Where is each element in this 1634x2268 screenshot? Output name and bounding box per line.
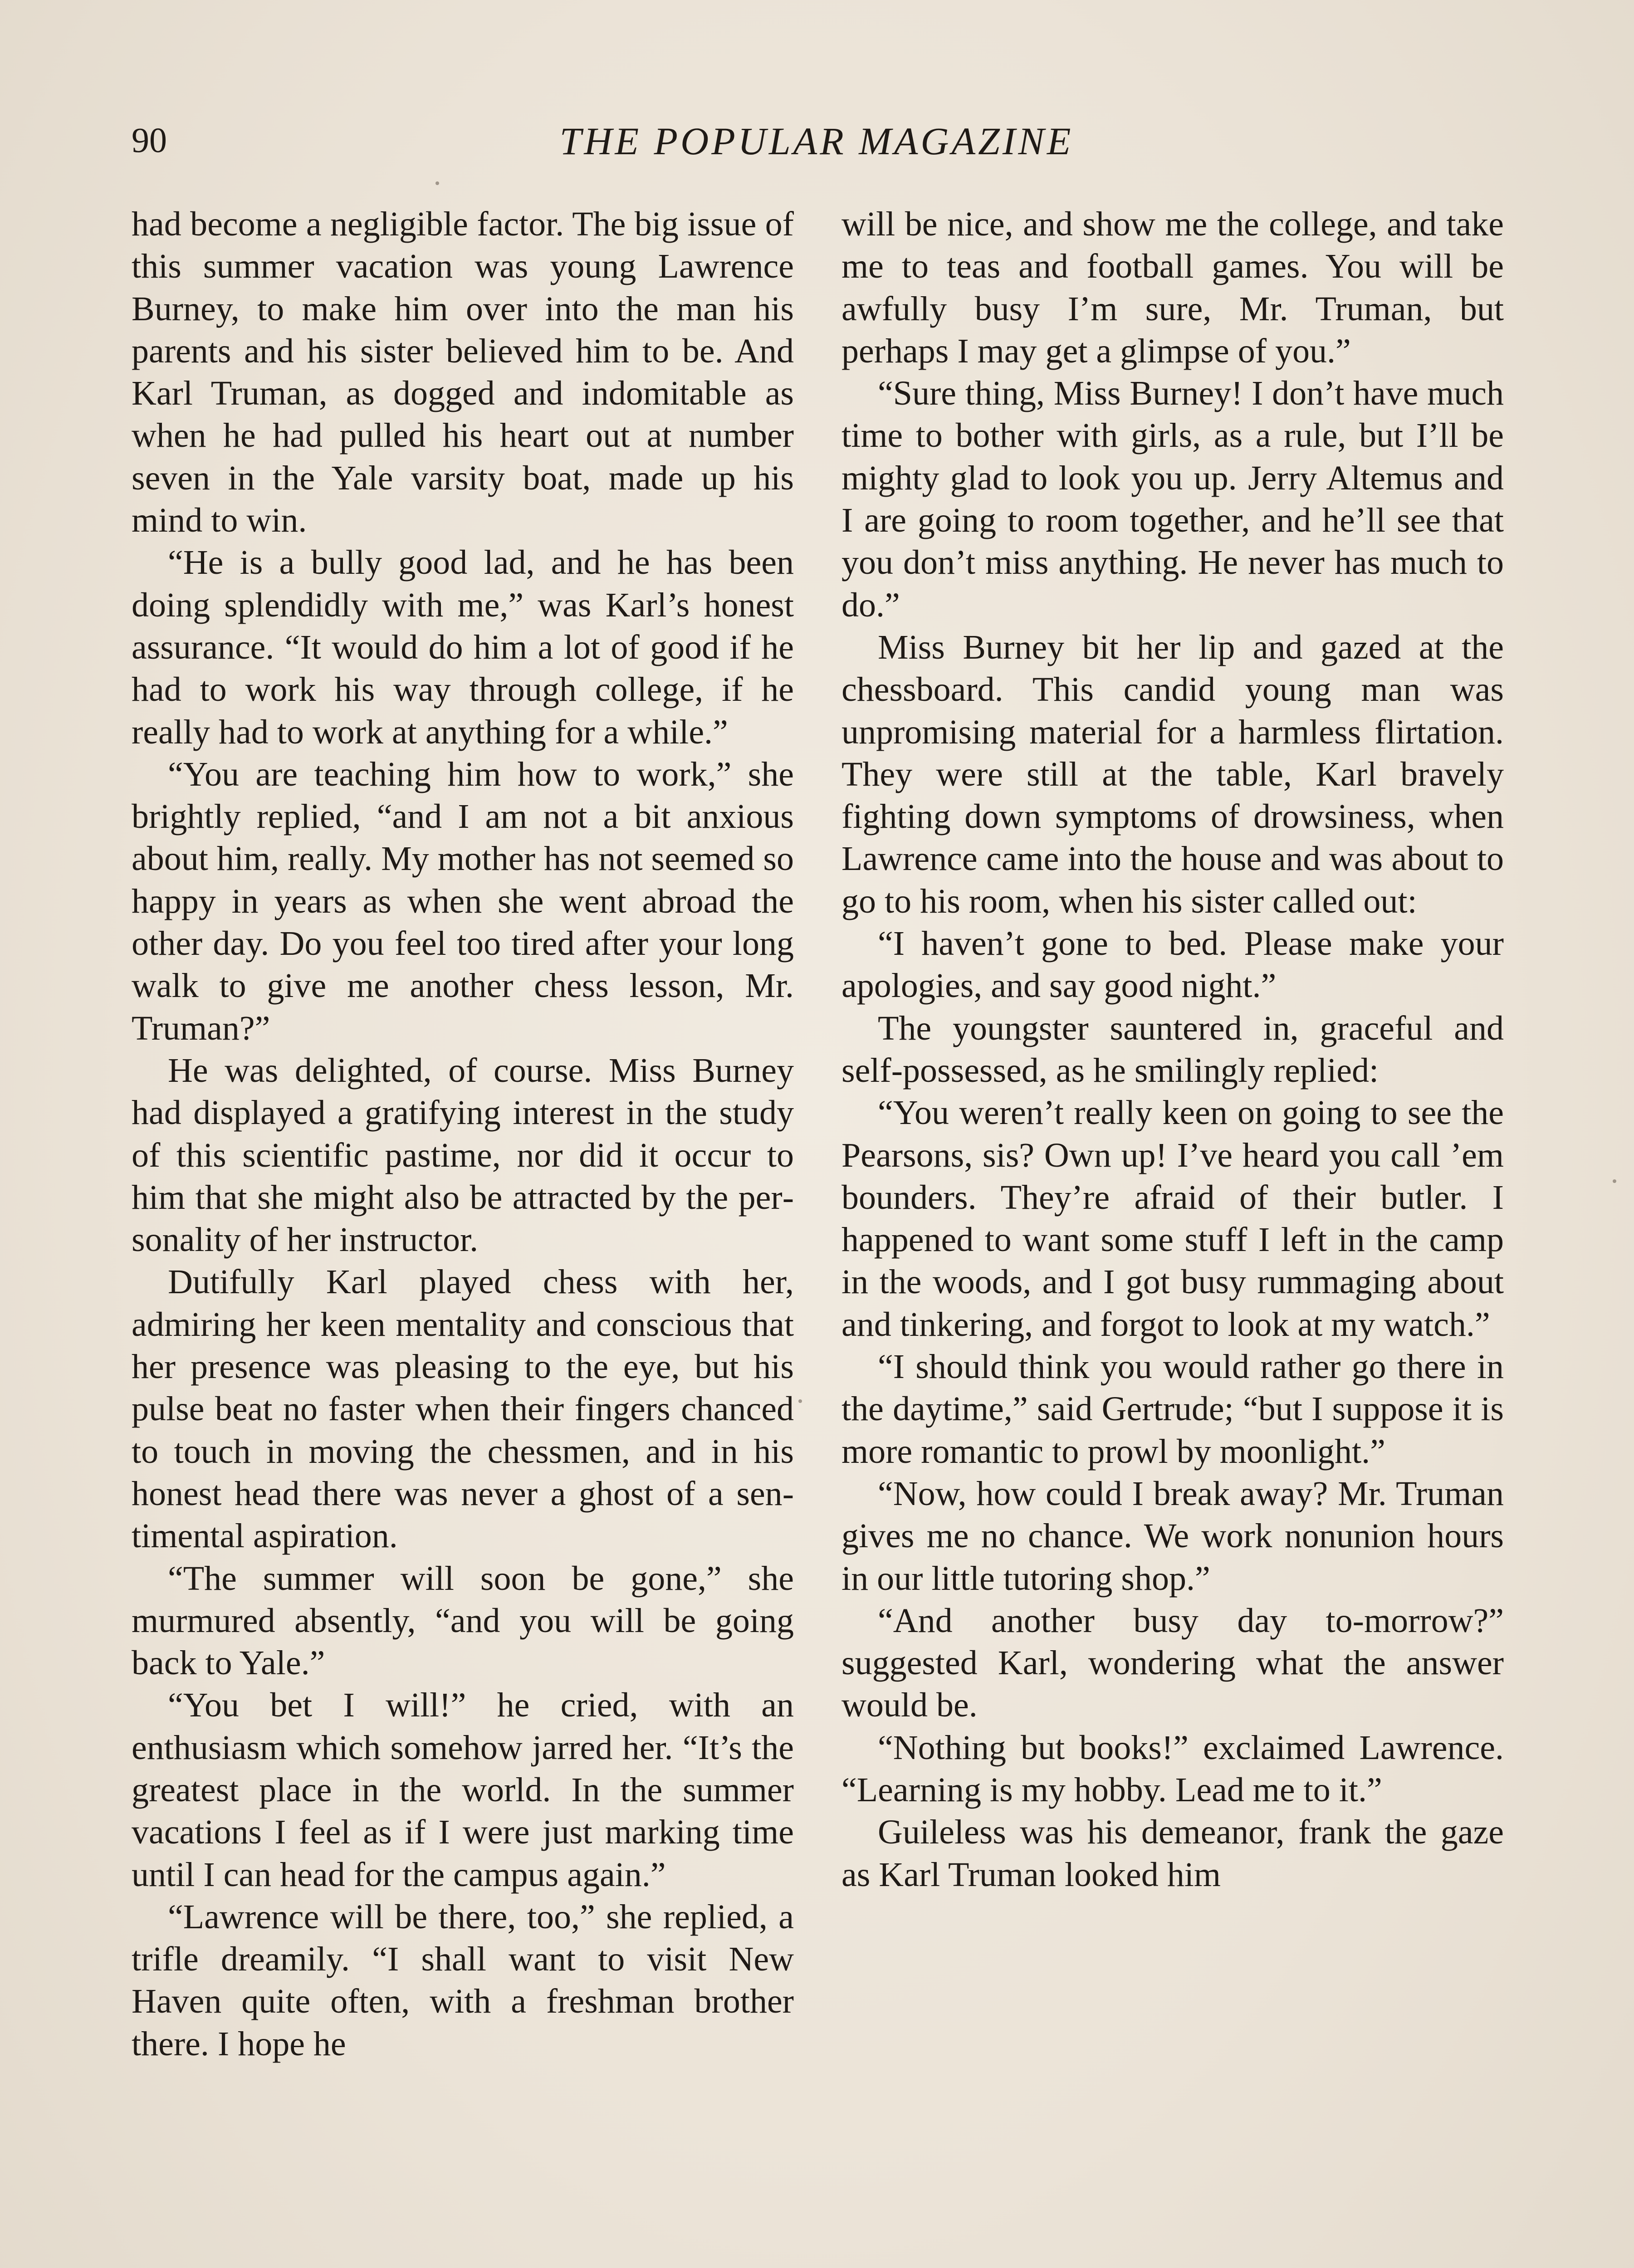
paragraph: Dutifully Karl played chess with her, admiring her keen mentality and conscious that her presence was pleasing to the eye, but his pulse beat no faster when their fingers chanced to touch in moving the chessmen, and in his honest head there was never a ghost of a sentimental aspiration. (132, 1263, 794, 1555)
paragraph: Guileless was his demeanor, frank the gaze as Karl Truman looked him (841, 1813, 1504, 1894)
paragraph: “And another busy day to-morrow?” suggested Karl, wondering what the answer would be. (841, 1601, 1504, 1725)
paragraph: “You weren’t really keen on going to see the Pearsons, sis? Own up! I’ve heard you call ’em bounders. They’re afraid of their butler. I happened to want some stuff I left in the camp in the woods, and I got busy rummaging about and tinkering, and forgot to look at my watch.” (841, 1094, 1504, 1344)
paper-speck (1613, 1179, 1616, 1183)
paragraph: “The summer will soon be gone,” she murmured absently, “and you will be going back to Yale.” (132, 1559, 794, 1682)
paragraph: He was delighted, of course. Miss Burney had displayed a gratifying interest in the study of this scientific pastime, nor did it occur to him that she might also be attracted by the personality of her instructor. (132, 1051, 794, 1259)
left-column (132, 203, 794, 2065)
running-title: THE POPULAR MAGAZINE (559, 119, 1074, 163)
paragraph: will be nice, and show me the college, and take me to teas and football games. You will be awfully busy I’m sure, Mr. Truman, but perhaps I may get a glimpse of you.” (841, 205, 1504, 370)
paragraph: “Lawrence will be there, too,” she replied, a trifle dreamily. “I shall want to visit New Haven quite often, with a freshman brother there. I hope he (132, 1897, 794, 2063)
paper-speck (798, 1399, 802, 1403)
page-header (122, 113, 1511, 172)
paragraph: “You bet I will!” he cried, with an enthusiasm which somehow jarred her. “It’s the greatest place in the world. In the summer vacations I feel as if I were just marking time until I can head for the campus again.” (132, 1686, 794, 1894)
paragraph: Miss Burney bit her lip and gazed at the chessboard. This candid young man was unpromising material for a harmless flirtation. They were still at the table, Karl bravely fighting down symptoms of drowsiness, when Lawrence came into the house and was about to go to his room, when his sister called out: (841, 628, 1504, 920)
paragraph: “He is a bully good lad, and he has been doing splendidly with me,” was Karl’s honest assurance. “It would do him a lot of good if he had to work his way through college, if he really had to work at anything for a while.” (132, 543, 794, 751)
paragraph: had become a negligible factor. The big issue of this summer vacation was young Lawrence Burney, to make him over into the man his parents and his sister believed him to be. And Karl Truman, as dogged and indomitable as when he had pulled his heart out at number seven in the Yale varsity boat, made up his mind to win. (132, 205, 794, 540)
paragraph: The youngster sauntered in, graceful and self-possessed, as he smilingly replied: (841, 1009, 1504, 1090)
paragraph: “Now, how could I break away? Mr. Truman gives me no chance. We work nonunion hours in our little tutoring shop.” (841, 1474, 1504, 1598)
paper-speck (435, 181, 439, 185)
right-column (841, 203, 1504, 1896)
paragraph: “Nothing but books!” exclaimed Lawrence. “Learning is my hobby. Lead me to it.” (841, 1728, 1504, 1809)
paragraph: “I haven’t gone to bed. Please make your apologies, and say good night.” (841, 924, 1504, 1005)
paragraph: “I should think you would rather go there in the daytime,” said Gertrude; “but I suppose it is more romantic to prowl by moonlight.” (841, 1348, 1504, 1471)
paragraph: “Sure thing, Miss Burney! I don’t have much time to bother with girls, as a rule, but I’ll be mighty glad to look you up. Jerry Altemus and I are going to room together, and he’ll see that you don’t miss anything. He never has much to do.” (841, 374, 1504, 624)
page-number: 90 (132, 120, 167, 160)
paragraph: “You are teaching him how to work,” she brightly replied, “and I am not a bit anxious about him, really. My mother has not seemed so happy in years as when she went abroad the other day. Do you feel too tired after your long walk to give me another chess lesson, Mr. Truman?” (132, 755, 794, 1047)
